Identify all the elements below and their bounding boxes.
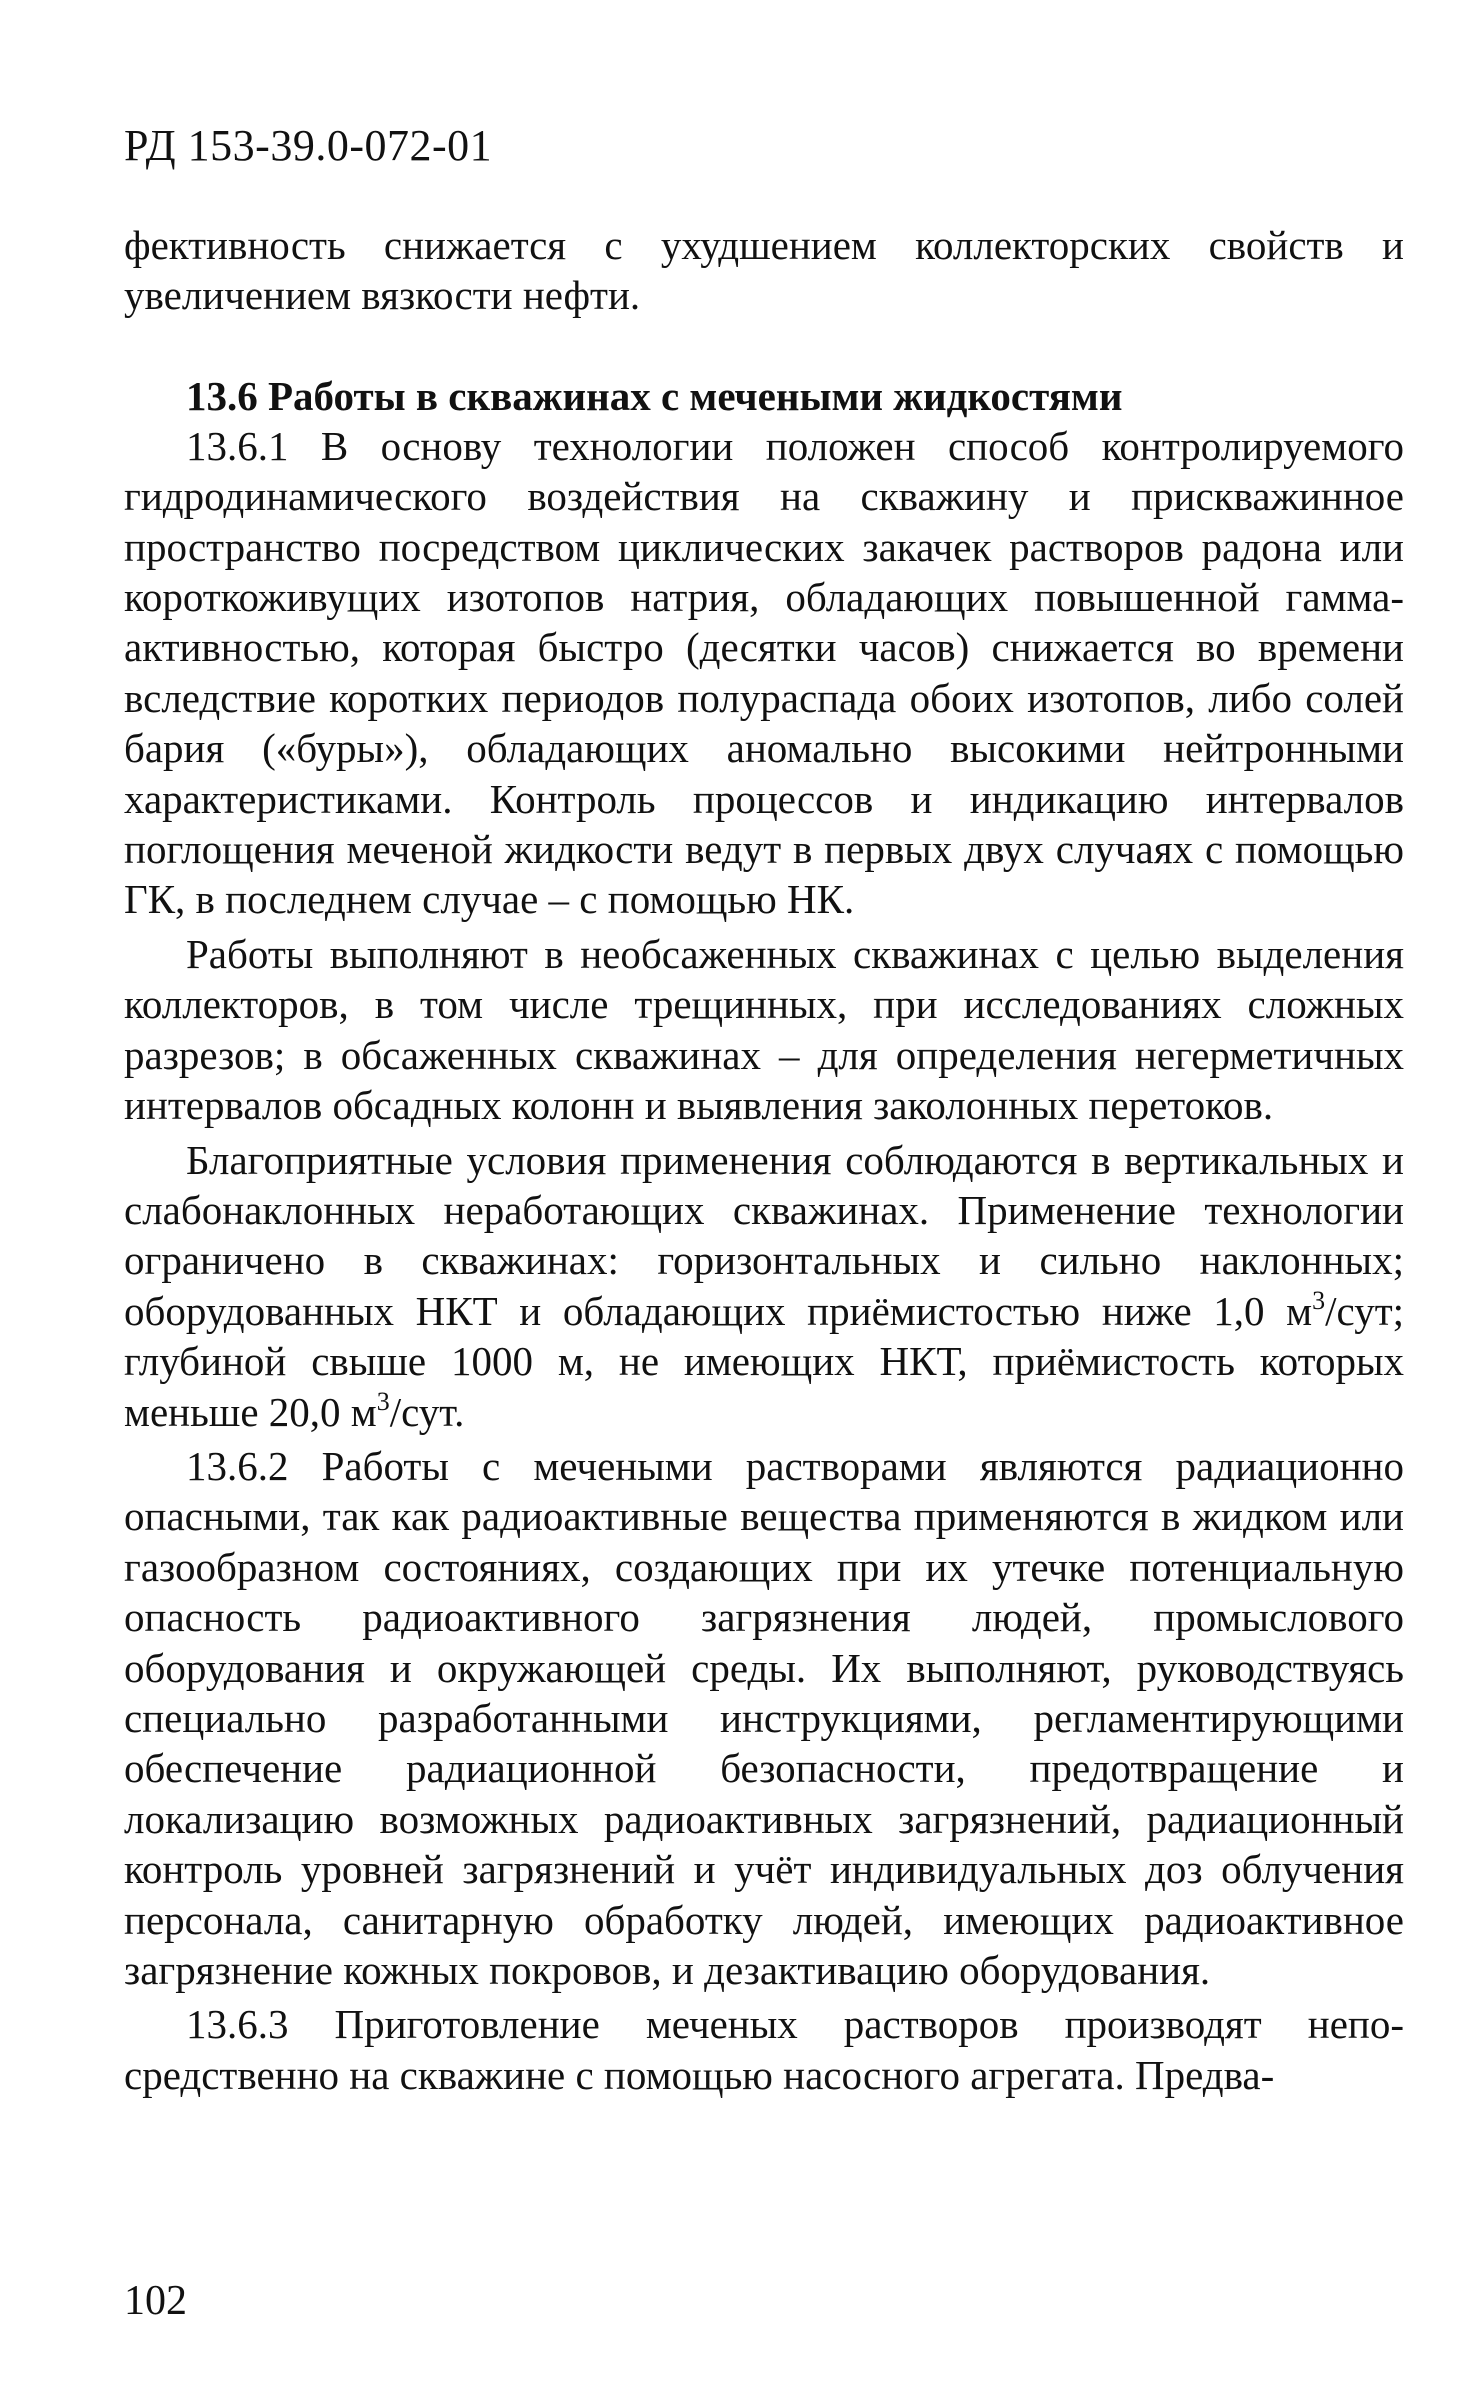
document-code-header: РД 153-39.0-072-01	[124, 121, 493, 170]
paragraph-applications: Работы выполняют в необсаженных скважинах с целью выделения коллекторов, в том числе трещинных, при исследованиях сложных разрезов; в обсаженных скважинах – для определения негерметичных интервалов обсадных колонн и выявления заколонных перетоков.	[124, 930, 1404, 1129]
conditions-text-part-1: Благоприятные условия применения соблюдаются в вертикальных и слабонаклонных неработающих скважинах. Применение технологии ограничено в скважинах: горизонтальных и сильно наклонных; оборудованных НКТ и обладающих приёмистостью ниже 1,0 м	[124, 1136, 1404, 1334]
cubic-superscript-1: 3	[1312, 1285, 1326, 1315]
paragraph-13-6-3: 13.6.3 Приготовление меченых растворов производят непосредственно на скважине с помощью насосного агрегата. Предва-	[124, 2001, 1404, 2098]
paragraph-13-6-1: 13.6.1 В основу технологии положен способ контролируемого гидродинамического воздействия на скважину и прискважинное пространство посредством циклических закачек растворов радона или короткоживущих изотопов натрия, обладающих повышенной гамма-активностью, которая быстро (десятки часов) снижается во времени вследствие коротких периодов полураспада обоих изотопов, либо солей бария («буры»), обладающих аномально высокими нейтронными характеристиками. Контроль процессов и индикацию интервалов поглощения меченой жидкости ведут в первых двух случаях с помощью ГК, в последнем случае – с помощью НК.	[124, 422, 1404, 923]
document-body	[124, 220, 1404, 2100]
section-title: 13.6 Работы в скважинах с мечеными жидкостями	[186, 372, 1123, 419]
cubic-superscript-2: 3	[376, 1386, 390, 1416]
intro-paragraph: фективность снижается с ухудшением коллекторских свойств и увеличением вязкости нефти.	[124, 222, 1404, 319]
conditions-text-part-3: /сут.	[389, 1388, 465, 1435]
paragraph-13-6-2: 13.6.2 Работы с мечеными растворами являются радиационно опасными, так как радиоактивные вещества применяются в жидком или газообразном состояниях, создающих при их утечке потенциальную опасность радиоактивного загрязнения людей, промыслового оборудования и окружающей среды. Их выполняют, руководствуясь специально разработанными инструкциями, регламентирующими обеспечение радиационной безопасности, предотвращение и локализацию возможных радиоактивных загрязнений, радиационный контроль уровней загрязнений и учёт индивидуальных доз облучения персонала, санитарную обработку людей, имеющих радиоактивное загрязнение кожных покровов, и дезактивацию оборудования.	[124, 1442, 1404, 1993]
document-page	[124, 0, 1404, 2392]
paragraph-conditions	[124, 1135, 1404, 1437]
conditions-text-part-2: /сут; глубиной свыше 1000 м, не имеющих НКТ, приёмистость которых меньше 20,0 м	[124, 1287, 1404, 1435]
page-number: 102	[124, 2278, 187, 2324]
